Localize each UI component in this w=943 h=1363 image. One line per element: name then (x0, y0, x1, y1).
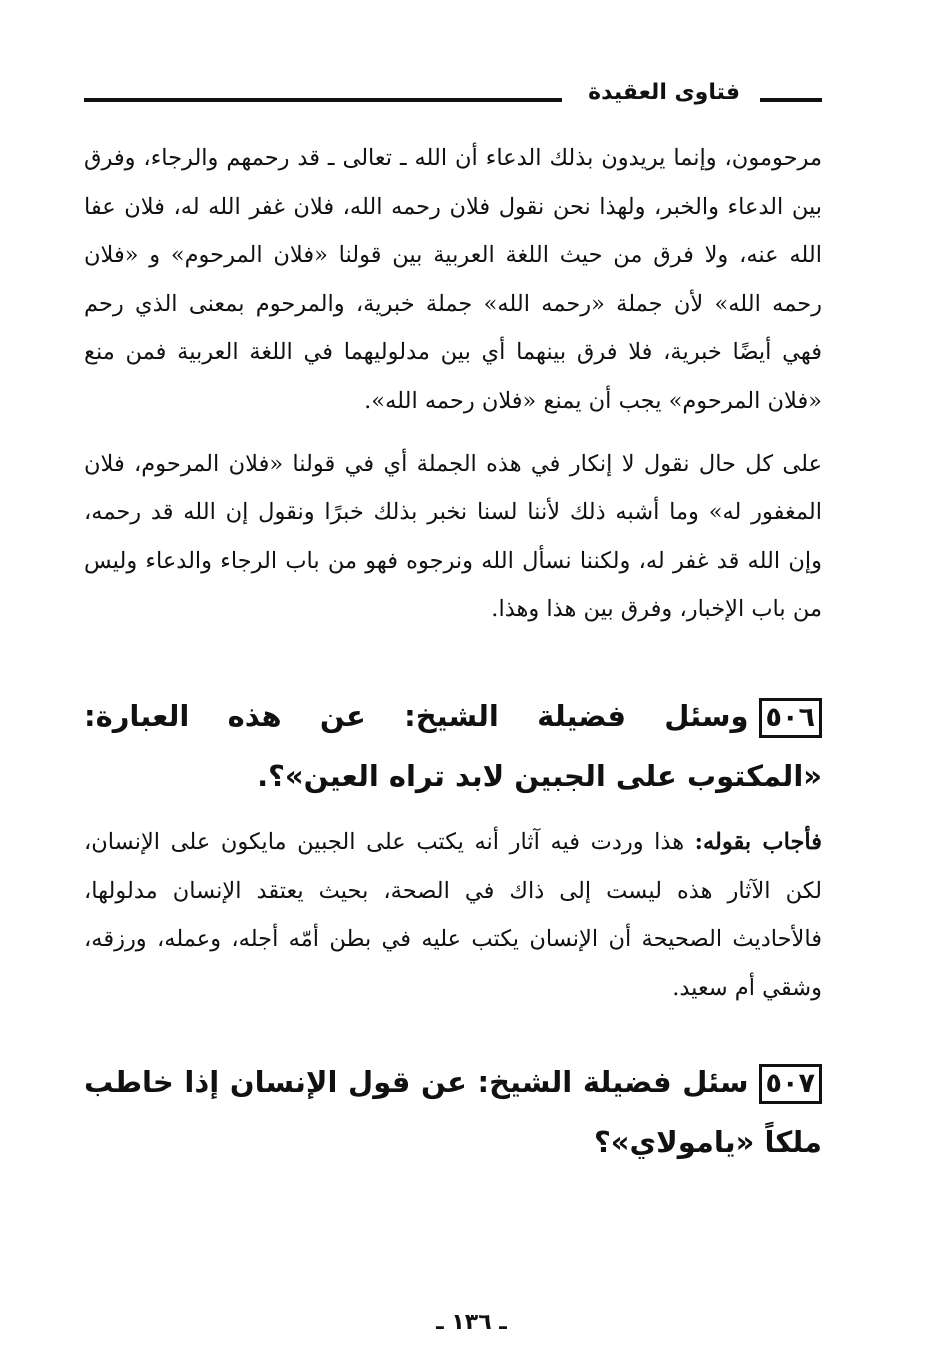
question-506-text: وسئل فضيلة الشيخ: عن هذه العبارة: «المكتوب على الجبين لابد تراه العين»؟. (84, 698, 822, 793)
question-number-506: ٥٠٦ (759, 698, 822, 738)
answer-506 (84, 818, 822, 1012)
header-rule-short (760, 98, 822, 102)
running-header (84, 78, 822, 118)
header-rule-long (84, 98, 562, 102)
book-title: فتاوى العقيدة (588, 80, 740, 105)
question-506 (84, 686, 822, 806)
paragraph-2: على كل حال نقول لا إنكار في هذه الجملة أي في قولنا «فلان المرحوم، فلان المغفور له» وما أشبه ذلك لأننا لسنا نخبر بذلك خبرًا ونقول إن الله قد رحمه، وإن الله قد غفر له، ولكننا نسأل الله ونرجوه فهو من باب الرجاء والدعاء وليس من باب الإخبار، وفرق بين هذا وهذا. (84, 450, 822, 623)
answer-506-text: هذا وردت فيه آثار أنه يكتب على الجبين مايكون على الإنسان، لكن الآثار هذه ليست إلى ذاك في الصحة، بحيث يعتقد الإنسان مدلولها، فالأحاديث الصحيحة أن الإنسان يكتب عليه في بطن أمّه أجله، وعمله، ورزقه، وشقي أم سعيد. (84, 828, 822, 1001)
paragraph-1: مرحومون، وإنما يريدون بذلك الدعاء أن الله ـ تعالى ـ قد رحمهم والرجاء، وفرق بين الدعاء والخبر، ولهذا نحن نقول فلان رحمه الله، فلان غفر الله له، فلان عفا الله عنه، ولا فرق من حيث اللغة العربية بين قولنا «فلان المرحوم» و «فلان رحمه الله» لأن جملة «رحمه الله» جملة خبرية، والمرحوم بمعنى الذي رحم فهي أيضًا خبرية، فلا فرق بينهما أي بين مدلوليهما في اللغة العربية فمن منع «فلان المرحوم» يجب أن يمنع «فلان رحمه الله». (84, 145, 823, 414)
page-body (84, 134, 822, 1172)
question-507-text: سئل فضيلة الشيخ: عن قول الإنسان إذا خاطب ملكاً «يامولاي»؟ (84, 1065, 822, 1160)
question-number-507: ٥٠٧ (759, 1064, 822, 1104)
question-507 (84, 1052, 822, 1172)
answer-lead: فأجاب بقوله: (694, 828, 822, 855)
page-number: ـ ١٣٦ ـ (436, 1310, 507, 1335)
